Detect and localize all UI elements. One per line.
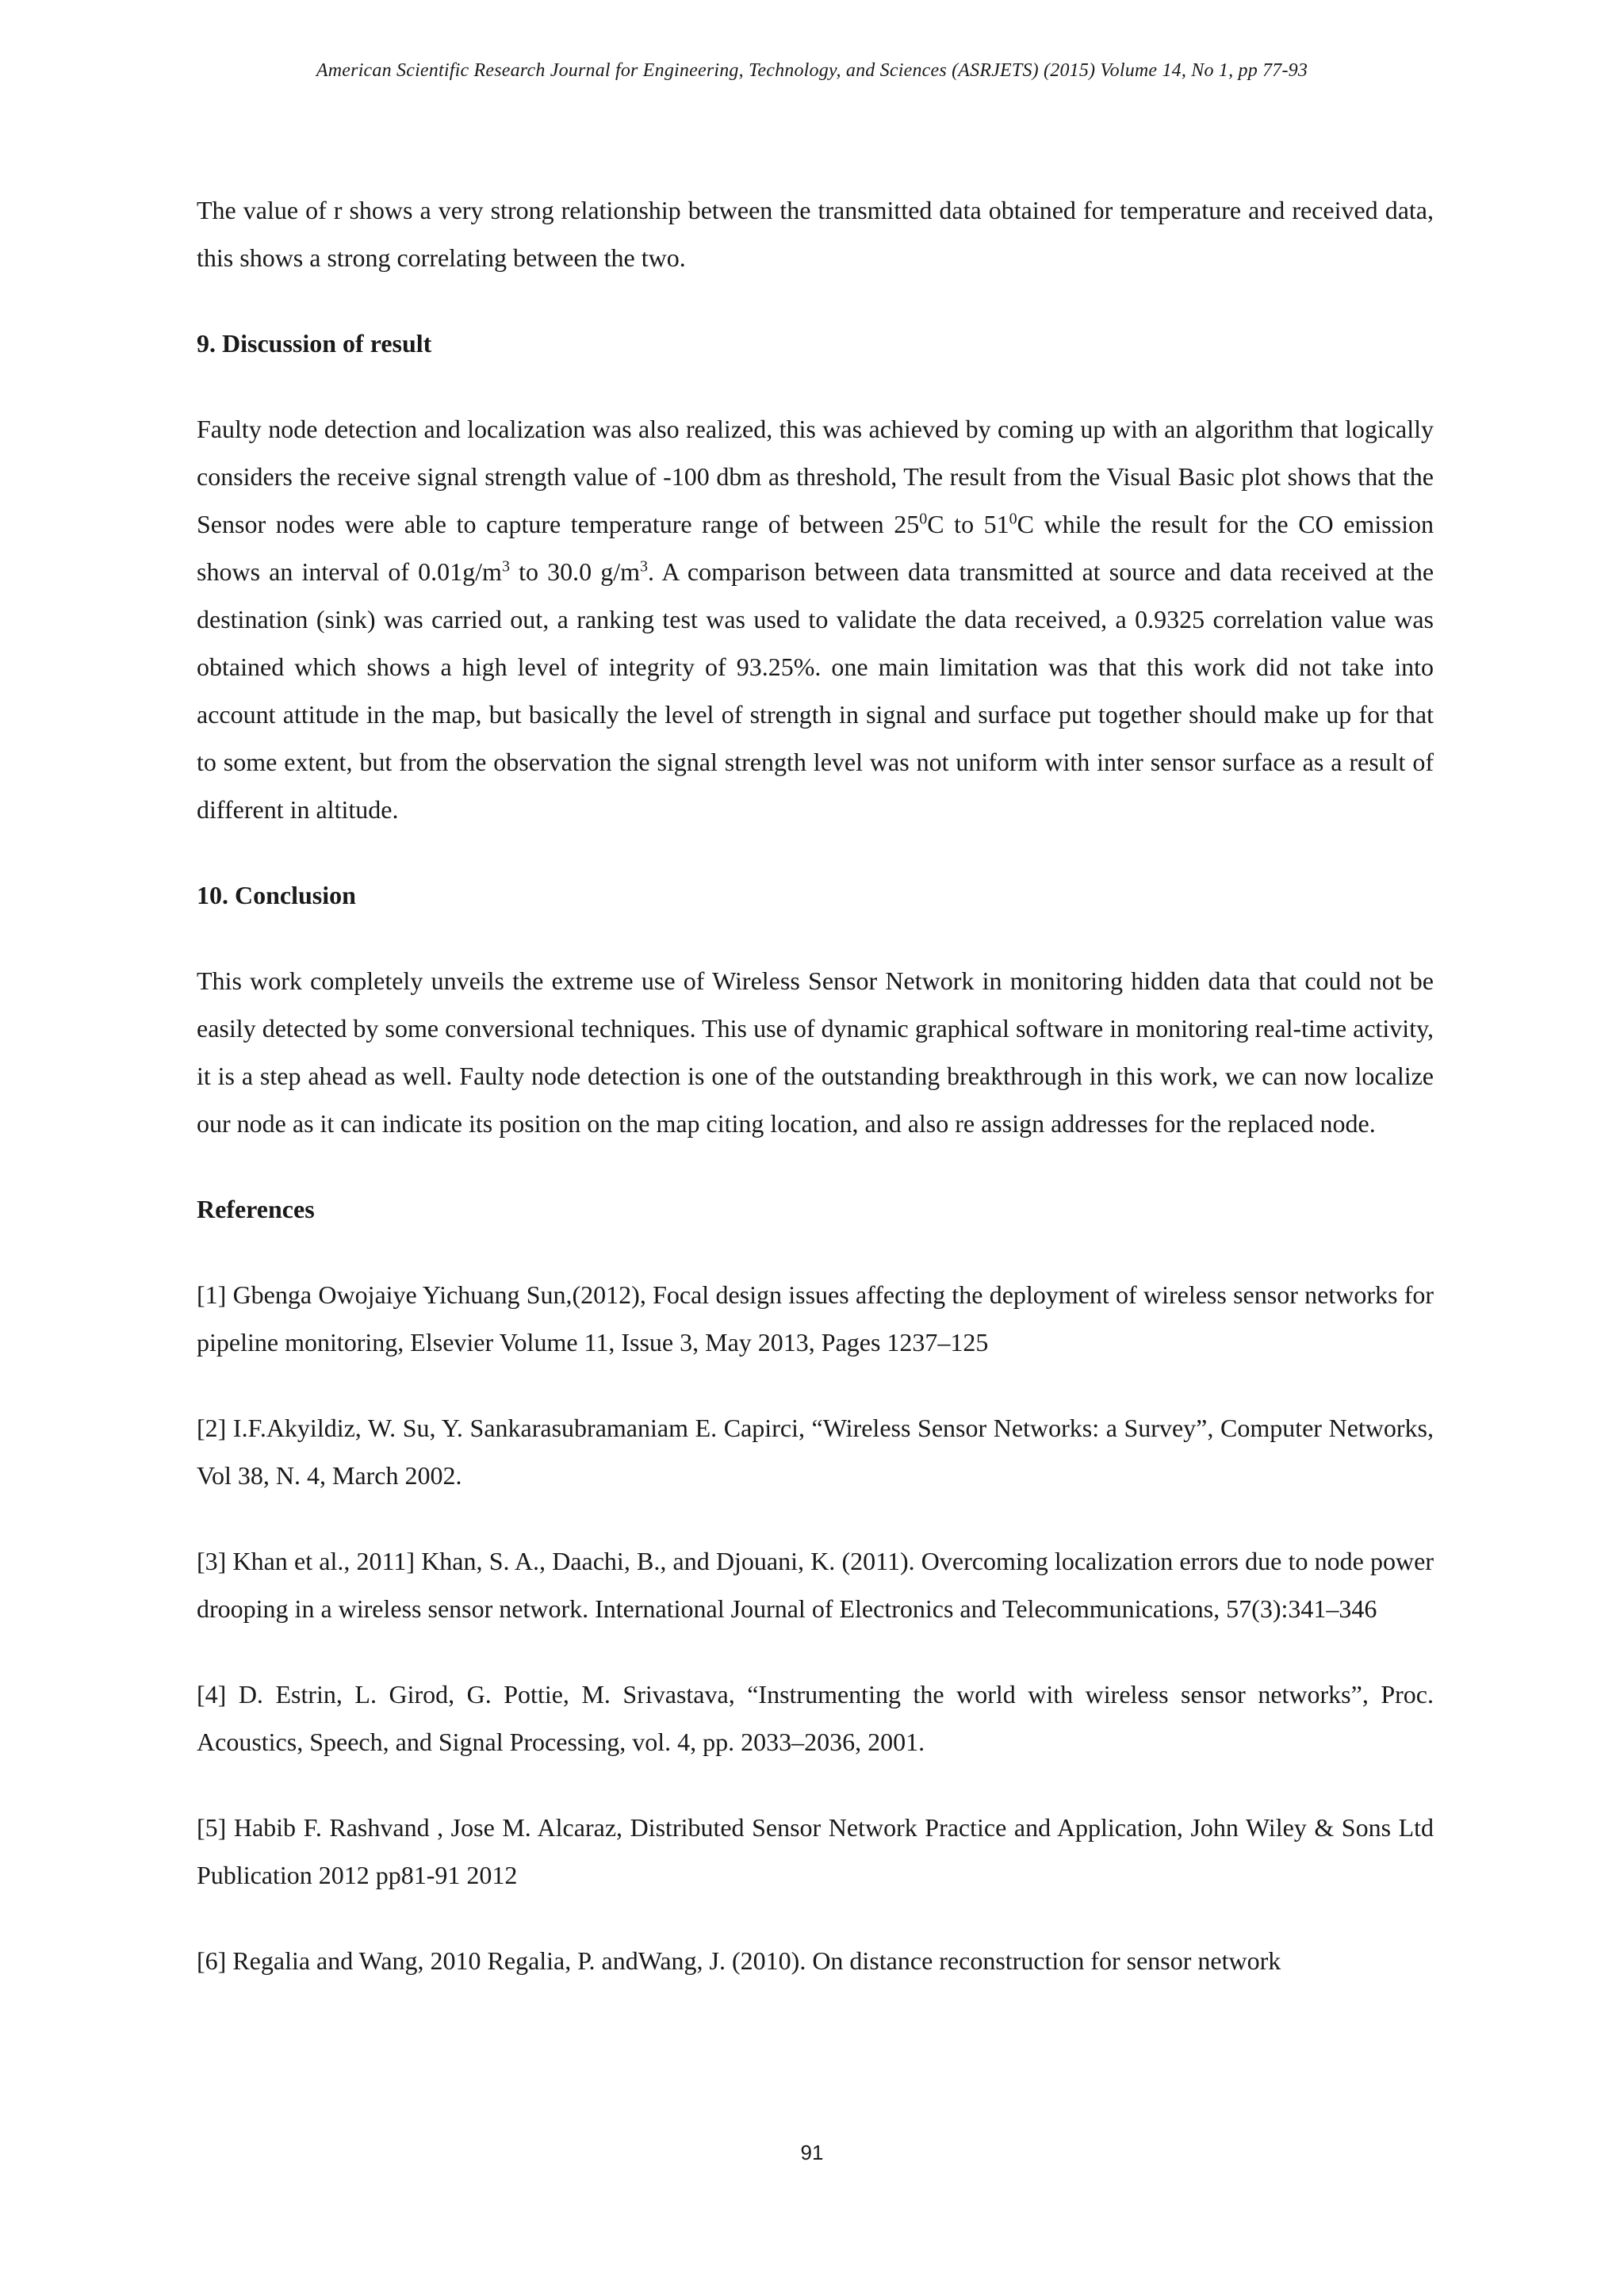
discussion-text-4: to 30.0 g/m [509,557,641,586]
discussion-paragraph [197,405,1434,833]
spacer [197,1899,1434,1937]
reference-item-1: [1] Gbenga Owojaiye Yichuang Sun,(2012), Focal design issues affecting the deployment of wireless sensor networks for pipeline monitoring, Elsevier Volume 11, Issue 3, May 2013, Pages 1237–125 [197,1280,1434,1357]
conclusion-heading: 10. Conclusion [197,881,356,909]
spacer [197,919,1434,957]
spacer [197,1147,1434,1185]
superscript-degree-1: 0 [919,510,928,528]
superscript-degree-2: 0 [1009,510,1017,528]
superscript-cubic-2: 3 [640,557,649,576]
spacer [197,1366,1434,1404]
reference-item-2: [2] I.F.Akyildiz, W. Su, Y. Sankarasubramaniam E. Capirci, “Wireless Sensor Networks: a Survey”, Computer Networks, Vol 38, N. 4, March 2002. [197,1414,1434,1490]
reference-item-5: [5] Habib F. Rashvand , Jose M. Alcaraz, Distributed Sensor Network Practice and Application, John Wiley & Sons Ltd Publication 2012 pp81-91 2012 [197,1813,1434,1889]
discussion-heading: 9. Discussion of result [197,329,432,358]
reference-item-6: [6] Regalia and Wang, 2010 Regalia, P. andWang, J. (2010). On distance reconstruction for sensor network [197,1946,1281,1975]
page-body [197,186,1434,1984]
discussion-text-2: C to 51 [927,510,1009,538]
running-header: American Scientific Research Journal for Engineering, Technology, and Sciences (ASRJETS) (2015) Volume 14, No 1, pp 77-93 [316,60,1308,81]
superscript-cubic-1: 3 [501,557,510,576]
references-heading: References [197,1195,315,1223]
spacer [197,1499,1434,1537]
spacer [197,1766,1434,1804]
spacer [197,833,1434,871]
conclusion-paragraph: This work completely unveils the extreme use of Wireless Sensor Network in monitoring hidden data that could not be easily detected by some conversional techniques. This use of dynamic graphical software in monitoring real-time activity, it is a step ahead as well. Faulty node detection is one of the outstanding breakthrough in this work, we can now localize our node as it can indicate its position on the map citing location, and also re assign addresses for the replaced node. [197,966,1434,1138]
discussion-text-3: C while the result for the CO emission shows an interval of 0.01g/m [197,510,1434,586]
intro-paragraph: The value of r shows a very strong relationship between the transmitted data obtained for temperature and received data, this shows a strong correlating between the two. [197,196,1434,272]
discussion-text-1: Faulty node detection and localization was also realized, this was achieved by coming up with an algorithm that logically considers the receive signal strength value of -100 dbm as threshold, The result from the Visual Basic plot shows that the Sensor nodes were able to capture temperature range of between 25 [197,415,1434,538]
reference-item-3: [3] Khan et al., 2011] Khan, S. A., Daachi, B., and Djouani, K. (2011). Overcoming localization errors due to node power drooping in a wireless sensor network. International Journal of Electronics and Telecommunications, 57(3):341–346 [197,1547,1434,1623]
discussion-text-5: . A comparison between data transmitted at source and data received at the destination (sink) was carried out, a ranking test was used to validate the data received, a 0.9325 correlation value was obtained which shows a high level of integrity of 93.25%. one main limitation was that this work did not take into account attitude in the map, but basically the level of strength in signal and surface put together should make up for that to some extent, but from the observation the signal strength level was not uniform with inter sensor surface as a result of different in altitude. [197,557,1434,824]
spacer [197,281,1434,320]
page-number: 91 [800,2141,824,2164]
spacer [197,367,1434,405]
reference-item-4: [4] D. Estrin, L. Girod, G. Pottie, M. Srivastava, “Instrumenting the world with wireless sensor networks”, Proc. Acoustics, Speech, and Signal Processing, vol. 4, pp. 2033–2036, 2001. [197,1680,1434,1756]
spacer [197,1632,1434,1670]
spacer [197,1233,1434,1271]
